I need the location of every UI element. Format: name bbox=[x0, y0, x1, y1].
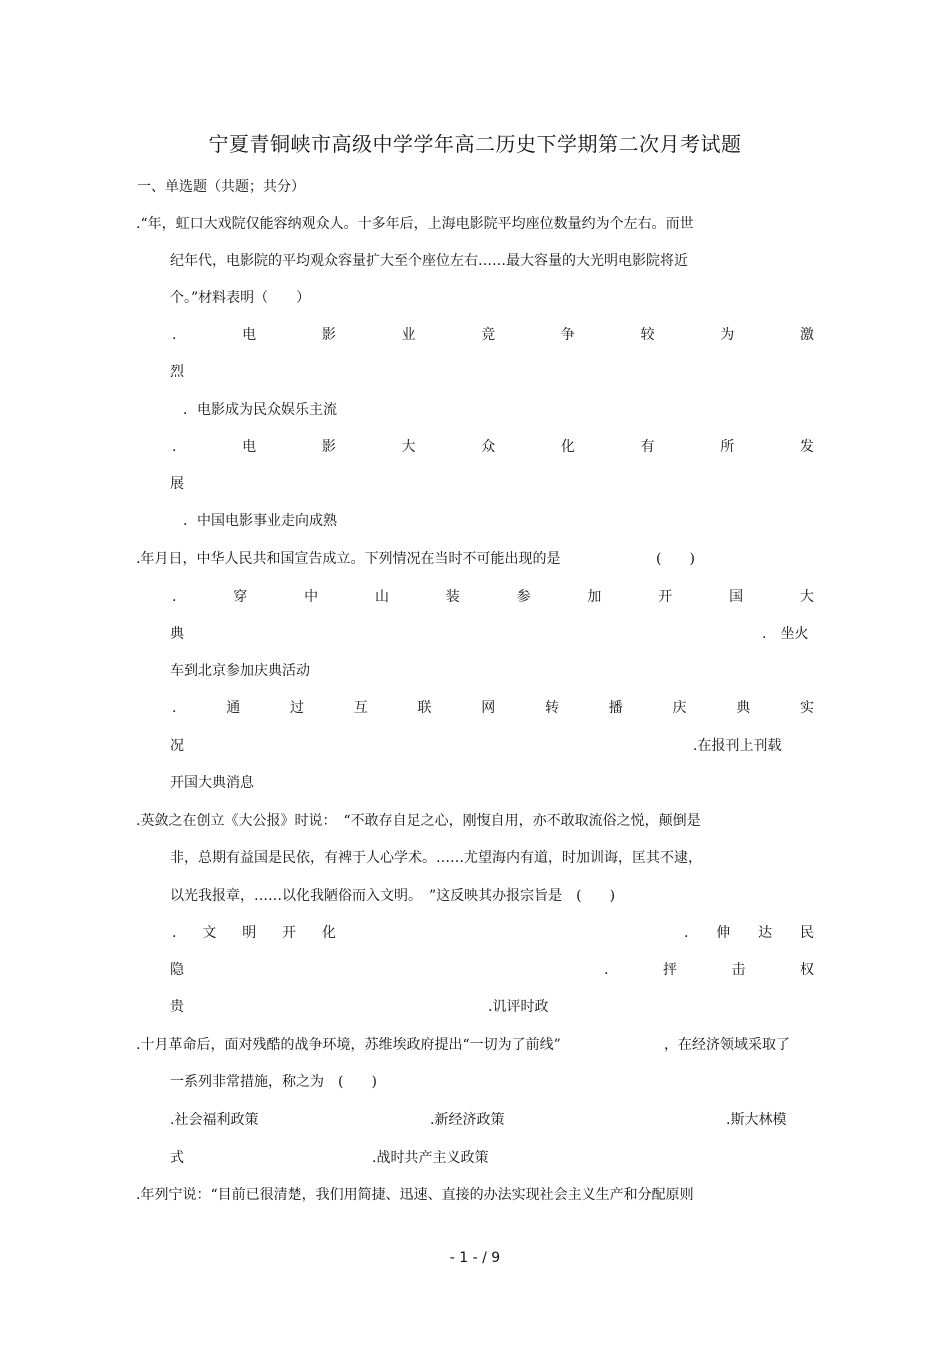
q4-stem-line-1-end: ，在经济领域采取了 bbox=[664, 1037, 790, 1053]
q1-option-a-char: 激 bbox=[799, 327, 814, 343]
q3-option-a-char: 开 bbox=[282, 925, 297, 941]
q2-option-c-char: 转 bbox=[544, 700, 559, 716]
q3-option-c bbox=[604, 960, 814, 980]
q3-stem-line-2: 非，总期有益国是民依，有裨于人心学术。……尤望海内有道，时加训诲，匡其不逮， bbox=[170, 850, 702, 866]
q2-option-c-char: 网 bbox=[481, 700, 496, 716]
q1-stem-line-3: 个。”材料表明（ ） bbox=[170, 290, 311, 306]
q3-option-c-char: 击 bbox=[731, 962, 746, 978]
q2-answer-paren: ( ) bbox=[656, 551, 695, 567]
q2-option-c-char: 互 bbox=[353, 700, 368, 716]
q3-option-a bbox=[172, 923, 336, 943]
q1-option-c-wrap: 展 bbox=[170, 476, 184, 492]
q1-option-c-char: 电 bbox=[242, 439, 257, 455]
q1-option-a-char: 争 bbox=[560, 327, 575, 343]
q1-option-b: ．电影成为民众娱乐主流 bbox=[183, 402, 337, 418]
q2-option-c-char: 庆 bbox=[672, 700, 687, 716]
q4-stem-line-2: 一系列非常措施，称之为 ( ) bbox=[170, 1074, 377, 1090]
q1-option-a bbox=[172, 325, 814, 345]
q3-option-c-char: 抨 bbox=[662, 962, 677, 978]
q1-stem-line-1: .“年，虹口大戏院仅能容纳观众人。十多年后，上海电影院平均座位数量约为个左右。而世 bbox=[136, 216, 694, 232]
q1-option-c-char: 影 bbox=[321, 439, 336, 455]
q1-option-c-char: 发 bbox=[799, 439, 814, 455]
q1-option-c-char: 所 bbox=[720, 439, 735, 455]
q3-option-c-char: 权 bbox=[800, 962, 814, 978]
q1-option-c-char: 大 bbox=[401, 439, 416, 455]
q1-option-a-char: 较 bbox=[640, 327, 655, 343]
q4-option-c-wrap: 式 bbox=[170, 1150, 184, 1166]
q2-stem-line-1: .年月日，中华人民共和国宣告成立。下列情况在当时不可能出现的是 bbox=[136, 551, 561, 567]
q2-option-a-char: 山 bbox=[374, 589, 389, 605]
q1-option-c bbox=[172, 437, 814, 457]
q1-option-c-char: . bbox=[172, 439, 177, 455]
q2-option-a-char: 中 bbox=[304, 589, 319, 605]
q4-option-c: .斯大林模 bbox=[726, 1112, 787, 1128]
section-heading: 一、单选题（共题；共分） bbox=[137, 179, 305, 195]
q2-option-a-char: 大 bbox=[799, 589, 814, 605]
q3-stem-line-1: .英敛之在创立《大公报》时说： “不敢存自足之心，刚愎自用，亦不敢取流俗之悦，颠倒是 bbox=[136, 813, 701, 829]
q1-option-c-char: 众 bbox=[481, 439, 496, 455]
q2-option-d-start: .在报刊上刊载 bbox=[693, 738, 782, 754]
q2-option-c-char: 实 bbox=[799, 700, 814, 716]
q1-option-a-char: 业 bbox=[401, 327, 416, 343]
q3-option-b-char: . bbox=[684, 925, 689, 941]
q4-stem-line-1: .十月革命后，面对残酷的战争环境，苏维埃政府提出“一切为了前线” bbox=[136, 1037, 561, 1053]
q2-option-c-char: 联 bbox=[417, 700, 432, 716]
q1-option-a-char: 为 bbox=[720, 327, 735, 343]
q2-option-a-char: 国 bbox=[729, 589, 744, 605]
q2-option-a-char: 开 bbox=[658, 589, 673, 605]
q1-option-a-char: 影 bbox=[321, 327, 336, 343]
q3-option-c-char: . bbox=[604, 962, 609, 978]
q3-option-a-char: 文 bbox=[202, 925, 217, 941]
q2-option-a-char: 参 bbox=[516, 589, 531, 605]
q2-option-a-char: 穿 bbox=[233, 589, 248, 605]
q2-option-a-wrap: 典 bbox=[170, 626, 184, 642]
q1-option-a-char: . bbox=[172, 327, 177, 343]
page-number: - 1 - / 9 bbox=[449, 1250, 501, 1266]
q2-option-b-start: . 坐火 bbox=[762, 626, 809, 642]
q2-option-a-char: 加 bbox=[587, 589, 602, 605]
q2-option-c bbox=[172, 698, 814, 718]
q2-option-a-char: 装 bbox=[445, 589, 460, 605]
q2-option-a bbox=[172, 587, 814, 607]
q4-option-a: .社会福利政策 bbox=[170, 1112, 259, 1128]
q2-option-d-wrap: 开国大典消息 bbox=[170, 775, 254, 791]
q2-option-b-wrap: 车到北京参加庆典活动 bbox=[170, 663, 310, 679]
q4-option-b: .新经济政策 bbox=[430, 1112, 505, 1128]
q3-option-a-char: 化 bbox=[321, 925, 336, 941]
q1-option-d: ．中国电影事业走向成熟 bbox=[183, 513, 337, 529]
q2-option-c-char: 播 bbox=[608, 700, 623, 716]
q5-stem-line-1: .年列宁说：“目前已很清楚，我们用简捷、迅速、直接的办法实现社会主义生产和分配原则 bbox=[136, 1187, 694, 1203]
q1-option-a-wrap: 烈 bbox=[170, 364, 184, 380]
q1-option-a-char: 电 bbox=[242, 327, 257, 343]
q4-option-d: .战时共产主义政策 bbox=[372, 1150, 489, 1166]
q3-option-b bbox=[684, 923, 814, 943]
q3-option-b-char: 民 bbox=[799, 925, 814, 941]
q2-option-c-wrap: 况 bbox=[170, 738, 184, 754]
q3-option-a-char: . bbox=[172, 925, 177, 941]
q1-option-c-char: 有 bbox=[640, 439, 655, 455]
q2-option-c-char: . bbox=[172, 700, 177, 716]
page-title: 宁夏青铜峡市高级中学学年高二历史下学期第二次月考试题 bbox=[208, 132, 742, 156]
q2-option-c-char: 过 bbox=[289, 700, 304, 716]
q2-option-a-char: . bbox=[172, 589, 177, 605]
q1-stem-line-2: 纪年代，电影院的平均观众容量扩大至个座位左右……最大容量的大光明电影院将近 bbox=[170, 253, 688, 269]
q1-option-a-char: 竞 bbox=[481, 327, 496, 343]
q1-option-c-char: 化 bbox=[560, 439, 575, 455]
q3-option-b-wrap: 隐 bbox=[170, 962, 184, 978]
q3-option-a-char: 明 bbox=[242, 925, 257, 941]
q3-option-b-char: 达 bbox=[758, 925, 773, 941]
q2-option-c-char: 通 bbox=[226, 700, 241, 716]
q3-stem-line-3: 以光我报章，……以化我陋俗而入文明。 ”这反映其办报宗旨是 ( ) bbox=[170, 888, 616, 904]
q3-option-b-char: 伸 bbox=[716, 925, 731, 941]
q2-option-c-char: 典 bbox=[736, 700, 751, 716]
q3-option-c-wrap: 贵 bbox=[170, 999, 184, 1015]
q3-option-d: .讥评时政 bbox=[488, 999, 549, 1015]
